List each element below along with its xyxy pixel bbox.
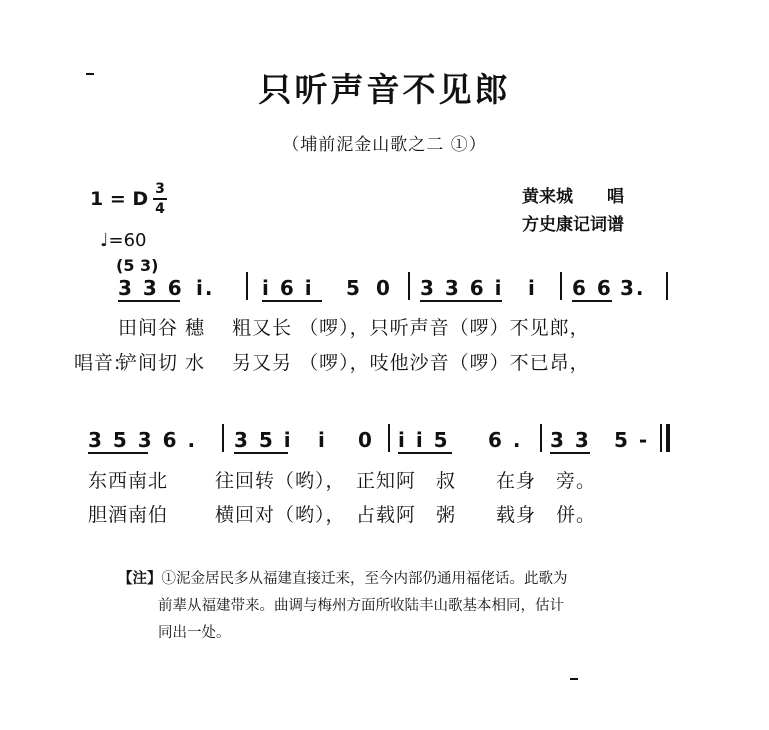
grace-notes: (5 3) — [116, 256, 159, 275]
note-group: 0 — [376, 276, 392, 300]
time-signature-bottom: 4 — [155, 201, 165, 217]
note-group: i. — [196, 276, 215, 300]
note-group: 3 3 6 i — [420, 276, 504, 300]
barline — [540, 424, 542, 452]
footnote-label: 【注】 — [118, 570, 162, 587]
final-barline — [660, 424, 662, 452]
barline — [246, 272, 248, 300]
lyric-line-2: 胆酒南伯 横回对（哟）， 占载阿 粥 载身 併。 — [88, 504, 597, 526]
note-group: 5 - — [614, 428, 650, 452]
note-group: 0 — [358, 428, 374, 452]
barline — [408, 272, 410, 300]
barline — [560, 272, 562, 300]
footnote-text-3: 同出一处。 — [158, 625, 231, 641]
note-group: 5 — [346, 276, 362, 300]
lyric-line-1: 东西南北 往回转（哟）， 正知阿 叔 在身 旁。 — [88, 470, 597, 492]
note-group: i 6 i — [262, 276, 314, 300]
footnote-text-1: ①泥金居民多从福建直接迁来，至今内部仍通用福佬话。此歌为 — [161, 571, 568, 587]
note-group: 3. — [620, 276, 646, 300]
note-group: 6 6 — [572, 276, 613, 300]
time-signature — [153, 181, 167, 217]
song-subtitle: （埔前泥金山歌之二 ①） — [282, 135, 487, 155]
note-group: 3 3 6 — [118, 276, 184, 300]
barline — [666, 272, 668, 300]
beam — [88, 452, 148, 454]
beam — [118, 300, 180, 302]
beam — [420, 300, 502, 302]
note-group: 3 3 — [550, 428, 591, 452]
beam — [262, 300, 322, 302]
beam — [572, 300, 612, 302]
note-group: 6 . — [488, 428, 523, 452]
corner-mark — [570, 678, 578, 680]
key-signature: 1 = D — [90, 188, 149, 210]
note-group: 3 5 i — [234, 428, 293, 452]
beam — [550, 452, 590, 454]
lyric-line-2: 铲间切 水 另又另 （啰），吱他沙音（啰）不已昂， — [118, 352, 590, 374]
note-group: i — [528, 276, 537, 300]
beam — [234, 452, 288, 454]
note-group: i i 5 — [398, 428, 450, 452]
note-group: 3 5 3 6 . — [88, 428, 198, 452]
barline — [222, 424, 224, 452]
tempo-marking: ♩=60 — [100, 230, 147, 251]
footnote-text-2: 前辈从福建带来。曲调与梅州方面所收陆丰山歌基本相同，估计 — [158, 598, 564, 614]
singer-credit: 黄来城 唱 — [522, 187, 624, 207]
time-signature-top: 3 — [155, 181, 165, 197]
footnote — [118, 565, 658, 647]
barline — [388, 424, 390, 452]
note-group: i — [318, 428, 327, 452]
final-barline — [666, 424, 670, 452]
beam — [398, 452, 452, 454]
recorder-credit: 方史康记词谱 — [522, 215, 624, 235]
song-title: 只听声音不见郎 — [258, 70, 511, 109]
lyric-label: 唱音: — [74, 352, 122, 374]
lyric-line-1: 田间谷 穗 粗又长 （啰），只听声音（啰）不见郎， — [118, 317, 590, 339]
